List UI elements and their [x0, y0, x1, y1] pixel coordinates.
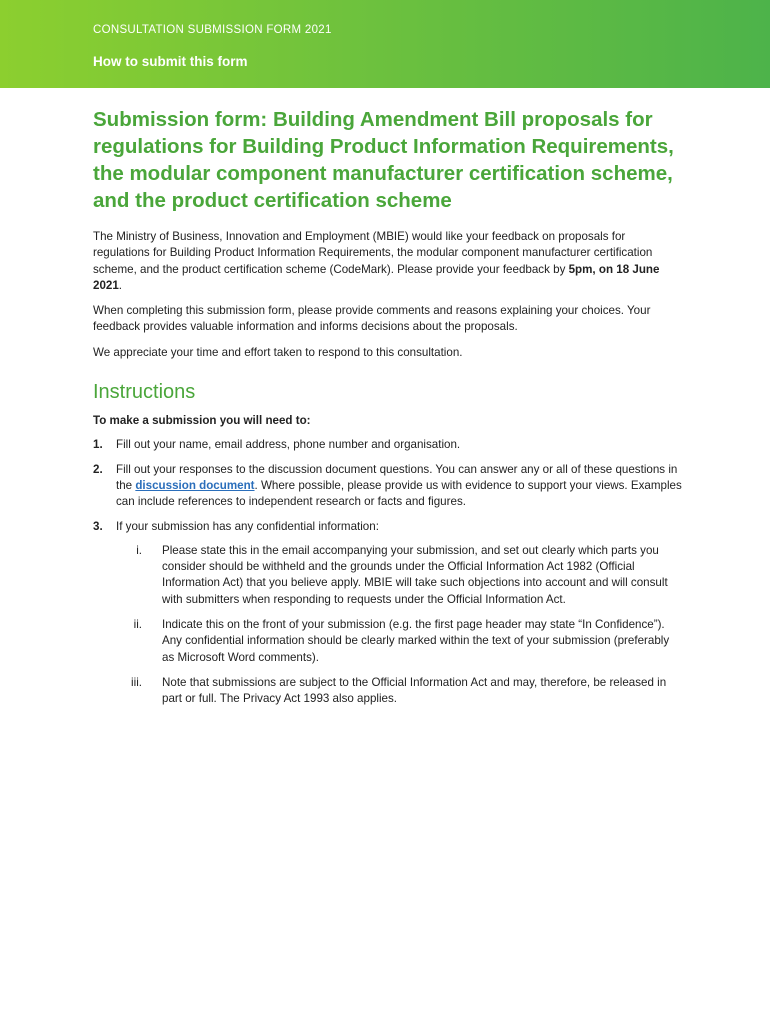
header-banner	[0, 0, 770, 88]
deadline-text: 5pm, on 18 June 2021	[93, 262, 660, 292]
step-text-before: Fill out your responses to the discussion document questions. You can answer any or all of these questions in the	[116, 462, 678, 492]
step-item	[93, 519, 683, 708]
step-text: If your submission has any confidential information:	[116, 519, 379, 533]
step-number: 3.	[93, 519, 103, 533]
step-number: 2.	[93, 462, 103, 476]
step-text: Fill out your name, email address, phone number and organisation.	[116, 438, 461, 452]
substep-item	[116, 617, 683, 666]
instruction-steps	[93, 437, 683, 707]
substep-item	[116, 675, 683, 708]
discussion-document-link[interactable]: discussion document	[135, 478, 255, 492]
step-text-after: . Where possible, please provide us with evidence to support your views. Examples can include references to independent research or facts and figures.	[116, 478, 682, 509]
intro-end: .	[118, 278, 123, 292]
form-kicker: CONSULTATION SUBMISSION FORM 2021	[93, 24, 332, 36]
appreciation-paragraph: We appreciate your time and effort taken to respond to this consultation.	[93, 345, 463, 359]
substep-number: iii.	[131, 675, 142, 689]
instructions-heading: Instructions	[93, 381, 196, 404]
instructions-lead: To make a submission you will need to:	[93, 414, 311, 428]
substep-number: i.	[136, 543, 142, 557]
substep-text: Please state this in the email accompanying your submission, and set out clearly which parts you consider should be withheld and the grounds under the Official Information Act 1982 (Official Information Act) that you believe apply. MBIE will take such objections into account and will consult with submitters when responding to requests under the Official Information Act.	[162, 543, 668, 606]
document-body	[93, 106, 683, 717]
intro-text: The Ministry of Business, Innovation and Employment (MBIE) would like your feedback on proposals for regulations for Building Product Information Requirements, the modular component manufacturer certification scheme, and the product certification scheme (CodeMark). Please provide your feedback by	[93, 230, 653, 276]
step-item	[93, 462, 683, 511]
step-text	[116, 462, 683, 511]
completion-paragraph: When completing this submission form, please provide comments and reasons explaining your choices. Your feedback provides valuable information and informs decisions about the proposals.	[93, 304, 651, 334]
substep-item	[116, 543, 683, 608]
intro-paragraph	[93, 229, 683, 294]
step-number: 1.	[93, 438, 103, 452]
step-item	[93, 437, 683, 453]
page-title: Submission form: Building Amendment Bill proposals for regulations for Building Product Information Requirements, the modular component manufacturer certification scheme, and the product certification scheme	[93, 108, 674, 212]
substep-text: Note that submissions are subject to the Official Information Act and may, therefore, be released in part or full. The Privacy Act 1993 also applies.	[162, 675, 667, 706]
confidential-substeps	[116, 543, 683, 708]
substep-text: Indicate this on the front of your submission (e.g. the first page header may state “In Confidence”). Any confidential information should be clearly marked within the text of your submission (preferably as Microsoft Word comments).	[162, 618, 670, 664]
header-subtitle: How to submit this form	[93, 54, 248, 69]
substep-number: ii.	[133, 618, 142, 632]
